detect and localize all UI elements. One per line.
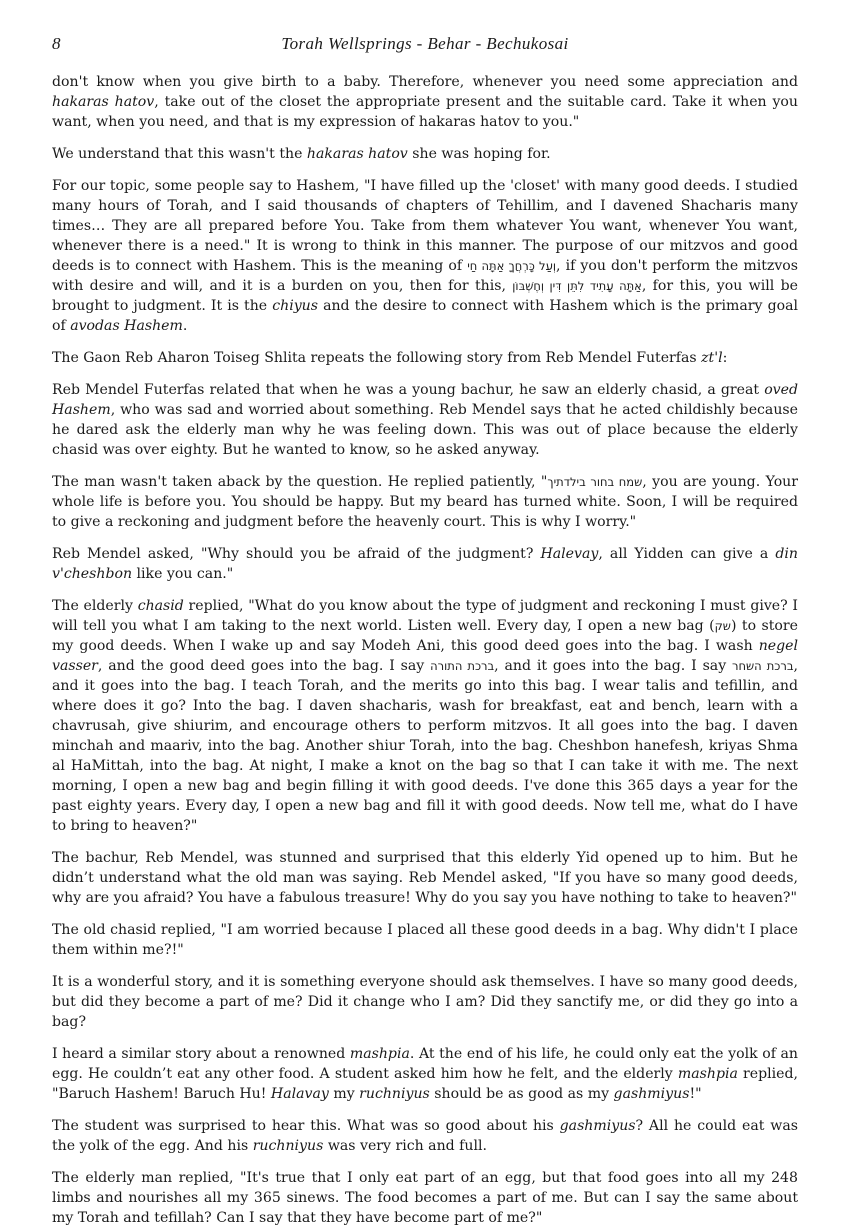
text-run: my (328, 1086, 360, 1102)
text-run: , take out of the closet the appropriate present and the suitable card. Take it when you want, when you need, and that is my expression of hakaras hatov to you." (52, 94, 798, 130)
text-run: , and it goes into the bag. I teach Torah, and the merits go into this bag. I wear talis and tefillin, and where does it go? Into the bag. I daven shacharis, wash for breakfast, eat and bench, learn with a chavrusah, give shiurim, and encourage others to perform mitzvos. It all goes into the bag. I daven minchah and maariv, into the bag. Another shiur Torah, into the bag. Cheshbon hanefesh, kriyas Shma al HaMittah, into the bag. At night, I make a knot on the bag so that I can take it with me. The next morning, I open a new bag and begin filling it with good deeds. I've done this 365 days a year for the past eighty years. Every day, I open a new bag and fill it with good deeds. Now tell me, what do I have to bring to heaven?" (52, 658, 798, 834)
hebrew-quote: אַתָּה עָתִיד לִתֵּן דִּין וְחֶשְׁבּוֹן (512, 279, 642, 293)
text-run: The old chasid replied, "I am worried because I placed all these good deeds in a bag. Why didn't I place them within me?!" (52, 922, 798, 958)
text-run: , if you don't perform the mitzvos with desire and will, and it is a burden on you, then for this, (52, 258, 798, 294)
italic-term: gashmiyus (613, 1086, 690, 1102)
hebrew-quote: ברכת התורה (430, 659, 495, 673)
paragraph (52, 72, 798, 132)
italic-term: gashmiyus (559, 1118, 636, 1134)
text-run: should be as good as my (429, 1086, 614, 1102)
text-run: The man wasn't taken aback by the question. He replied patiently, " (52, 474, 548, 490)
text-run: For our topic, some people say to Hashem, "I have filled up the 'closet' with many good deeds. I studied many hours of Torah, and I said thousands of chapters of Tehillim, and I davened Shacharis many times… They are all prepared before You. Take from them whatever You want, whenever You want, whenever there is a need." It is wrong to think in this manner. The purpose of our mitzvos and good deeds is to connect with Hashem. This is the meaning of (52, 178, 798, 274)
text-run: The Gaon Reb Aharon Toiseg Shlita repeats the following story from Reb Mendel Futerfas (52, 350, 702, 366)
text-run: , who was sad and worried about something. Reb Mendel says that he acted childishly because he dared ask the elderly man why he was feeling down. This was out of place because the elderly chasid was over eighty. But he wanted to know, so he asked anyway. (52, 402, 798, 458)
italic-term: mashpia (677, 1066, 738, 1082)
body-text (52, 72, 798, 1228)
italic-term: ruchniyus (359, 1086, 430, 1102)
running-title: Torah Wellsprings - Behar - Bechukosai (281, 34, 569, 53)
text-run: ) to store my good deeds. When I wake up and say Modeh Ani, this good deed goes into the bag. I wash (52, 618, 798, 654)
hebrew-quote: שמח בחור בילדתיך (547, 475, 643, 489)
text-run: , and the good deed goes into the bag. I say (97, 658, 431, 674)
page-header (52, 34, 798, 56)
paragraph (52, 1044, 798, 1104)
text-run: . At the end of his life, he could only eat the yolk of an egg. He couldn’t eat any other food. A student asked him how he felt, and the elderly (52, 1046, 798, 1082)
text-run: The bachur, Reb Mendel, was stunned and surprised that this elderly Yid opened up to him. But he didn’t understand what the old man was saying. Reb Mendel asked, "If you have so many good deeds, why are you afraid? You have a fabulous treasure! Why do you say you have nothing to take to heaven?" (52, 850, 798, 906)
italic-term: mashpia (349, 1046, 410, 1062)
italic-term: negel vasser (52, 638, 798, 674)
hebrew-quote: ברכת השחר (732, 659, 794, 673)
paragraph (52, 176, 798, 336)
text-run: We understand that this wasn't the (52, 146, 307, 162)
paragraph (52, 544, 798, 584)
italic-term: din v'cheshbon (52, 546, 798, 582)
text-run: , for this, you will be brought to judgment. It is the (52, 278, 798, 314)
italic-term: oved Hashem (52, 382, 798, 418)
paragraph (52, 348, 798, 368)
text-run: , all Yidden can give a (598, 546, 776, 562)
page-number: 8 (52, 34, 61, 53)
text-run: The elderly man replied, "It's true that I only eat part of an egg, but that food goes into all my 248 limbs and nourishes all my 365 sinews. The food becomes a part of me. But can I say the same about my Torah and tefillah? Can I say that they have become part of me?" (52, 1170, 798, 1226)
text-run: : (722, 350, 728, 366)
text-run: The student was surprised to hear this. What was so good about his (52, 1118, 560, 1134)
italic-term: zt'l (701, 350, 723, 366)
text-run: The elderly (52, 598, 138, 614)
paragraph (52, 380, 798, 460)
text-run: don't know when you give birth to a baby. Therefore, whenever you need some appreciation and (52, 74, 798, 90)
text-run: . (182, 318, 188, 334)
text-run: was very rich and full. (323, 1138, 487, 1154)
text-run: and the desire to connect with Hashem which is the primary goal of (52, 298, 798, 334)
text-run: Reb Mendel Futerfas related that when he was a young bachur, he saw an elderly chasid, a great (52, 382, 765, 398)
text-run: , you are young. Your whole life is before you. You should be happy. But my beard has turned white. Soon, I will be required to give a reckoning and judgment before the heavenly court. This is why I worry." (52, 474, 798, 530)
text-run: I heard a similar story about a renowned (52, 1046, 350, 1062)
italic-term: avodas Hashem (70, 318, 183, 334)
paragraph (52, 596, 798, 836)
italic-term: hakaras hatov (52, 94, 155, 110)
italic-term: ruchniyus (252, 1138, 324, 1154)
paragraph (52, 144, 798, 164)
text-run: , and it goes into the bag. I say (494, 658, 733, 674)
text-run: like you can." (132, 566, 234, 582)
italic-term: Halevay (540, 546, 599, 562)
hebrew-quote: שק (714, 619, 731, 633)
text-run: replied, "Baruch Hashem! Baruch Hu! (52, 1066, 799, 1102)
paragraph (52, 848, 798, 908)
hebrew-quote: וְעַל כָּרְחֲךָ אַתָּה חַי (467, 259, 557, 273)
paragraph (52, 972, 798, 1032)
italic-term: hakaras hatov (306, 146, 408, 162)
italic-term: chiyus (272, 298, 318, 314)
text-run: !" (689, 1086, 702, 1102)
paragraph (52, 1116, 798, 1156)
text-run: she was hoping for. (407, 146, 551, 162)
text-run: ? All he could eat was the yolk of the egg. And his (52, 1118, 798, 1154)
text-run: Reb Mendel asked, "Why should you be afraid of the judgment? (52, 546, 541, 562)
paragraph (52, 472, 798, 532)
italic-term: chasid (137, 598, 184, 614)
text-run: It is a wonderful story, and it is something everyone should ask themselves. I have so many good deeds, but did they become a part of me? Did it change who I am? Did they sanctify me, or did they go into a bag? (52, 974, 798, 1030)
text-run: replied, "What do you know about the type of judgment and reckoning I must give? I will tell you what I am taking to the next world. Listen well. Every day, I open a new bag ( (52, 598, 798, 634)
italic-term: Halavay (270, 1086, 329, 1102)
paragraph (52, 1168, 798, 1228)
paragraph (52, 920, 798, 960)
